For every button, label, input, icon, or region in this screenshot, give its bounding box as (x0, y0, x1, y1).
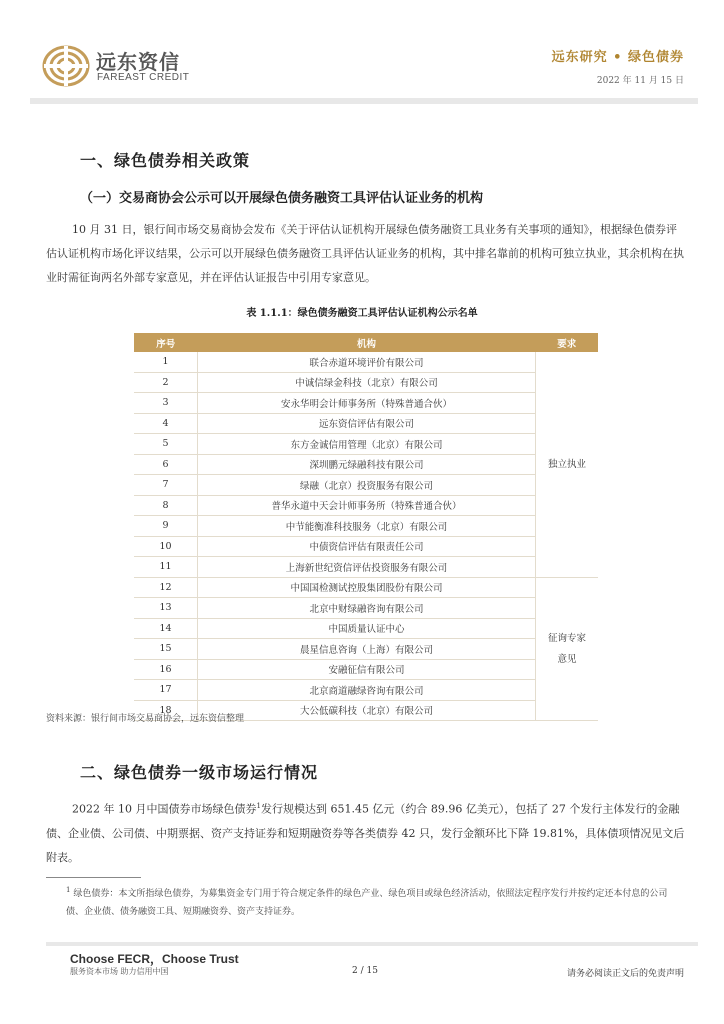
table-row (134, 434, 598, 455)
section2-text-part1: 2022 年 10 月中国债券市场绿色债券 (72, 802, 257, 816)
footnote (66, 881, 684, 921)
table-row (134, 618, 598, 639)
table-row (134, 413, 598, 434)
section2-title: 二、绿色债券一级市场运行情况 (80, 763, 319, 782)
row-org: 上海新世纪资信评估投资服务有限公司 (198, 557, 536, 578)
row-org: 中国质量认证中心 (198, 618, 536, 639)
row-no: 10 (134, 536, 198, 557)
section2-text-part2: 发行规模达到 651.45 亿元（约合 89.96 亿美元），包括了 27 个发行主体发行的金融债、企业债、公司债、中期票据、资产支持证券和短期融资券等各类债券 42 只，发行金额环比下降 19.81%，具体债项情况见文后附表。 (46, 802, 685, 864)
row-no: 1 (134, 352, 198, 372)
header-org: 机构 (198, 333, 536, 352)
table-header-row (134, 333, 598, 352)
header-divider (30, 98, 698, 104)
row-org: 深圳鹏元绿融科技有限公司 (198, 454, 536, 475)
institution-table (134, 333, 598, 721)
footnote-reference[interactable]: 1 (256, 802, 261, 810)
brand-name-cn: 远东资信 (96, 50, 180, 74)
requirement-independent: 独立执业 (536, 352, 599, 577)
table-row (134, 393, 598, 414)
section1-paragraph (46, 218, 686, 290)
row-no: 2 (134, 372, 198, 393)
requirement-expert-opinion (536, 577, 599, 721)
row-no: 12 (134, 577, 198, 598)
table-row (134, 475, 598, 496)
table-row (134, 495, 598, 516)
table-row (134, 372, 598, 393)
row-org: 普华永道中天会计师事务所（特殊普通合伙） (198, 495, 536, 516)
footer-divider (46, 942, 698, 946)
section1-paragraph-text: 10 月 31 日，银行间市场交易商协会发布《关于评估认证机构开展绿色债务融资工具业务有关事项的通知》，根据绿色债券评估认证机构市场化评议结果，公示可以开展绿色债务融资工具评估认证业务的机构，其中排名靠前的机构可独立执业，其余机构在执业时需征询两名外部专家意见，并在评估认证报告中引用专家意见。 (46, 223, 684, 284)
report-series: 远东研究 • 绿色债券 (551, 50, 684, 65)
row-org: 大公低碳科技（北京）有限公司 (198, 700, 536, 721)
footer-disclaimer: 请务必阅读正文后的免责声明 (566, 969, 684, 979)
requirement-expert-line1: 征询专家 (547, 632, 586, 644)
section1-title: 一、绿色债券相关政策 (80, 151, 251, 170)
fareast-credit-logo-icon (42, 44, 90, 88)
section2-paragraph (46, 794, 686, 870)
row-no: 5 (134, 434, 198, 455)
row-org: 中节能衡准科技服务（北京）有限公司 (198, 516, 536, 537)
row-org: 安永华明会计师事务所（特殊普通合伙） (198, 393, 536, 414)
brand-name-en: FAREAST CREDIT (97, 72, 190, 83)
footer-subslogan: 服务资本市场 助力信用中国 (70, 967, 169, 976)
row-no: 15 (134, 639, 198, 660)
row-no: 3 (134, 393, 198, 414)
row-no: 8 (134, 495, 198, 516)
row-no: 16 (134, 659, 198, 680)
row-no: 17 (134, 680, 198, 701)
row-org: 绿融（北京）投资服务有限公司 (198, 475, 536, 496)
table-row (134, 680, 598, 701)
table-row (134, 352, 598, 372)
header-seq: 序号 (134, 333, 198, 352)
row-no: 14 (134, 618, 198, 639)
row-org: 远东资信评估有限公司 (198, 413, 536, 434)
row-org: 安融征信有限公司 (198, 659, 536, 680)
row-org: 中诚信绿金科技（北京）有限公司 (198, 372, 536, 393)
row-no: 4 (134, 413, 198, 434)
row-org: 中国国检测试控股集团股份有限公司 (198, 577, 536, 598)
table-row (134, 516, 598, 537)
table-row (134, 598, 598, 619)
row-no: 13 (134, 598, 198, 619)
row-org: 北京中财绿融咨询有限公司 (198, 598, 536, 619)
page-number: 2 / 15 (352, 966, 378, 976)
footnote-text: 绿色债券：本文所指绿色债券，为募集资金专门用于符合规定条件的绿色产业、绿色项目或绿色经济活动，依照法定程序发行并按约定还本付息的公司债、企业债、债务融资工具、短期融资券、资产支持证券。 (66, 889, 668, 917)
table-title: 表 1.1.1：绿色债务融资工具评估认证机构公示名单 (246, 308, 478, 319)
report-date: 2022 年 11 月 15 日 (596, 76, 684, 86)
row-org: 北京商道融绿咨询有限公司 (198, 680, 536, 701)
row-org: 中债资信评估有限责任公司 (198, 536, 536, 557)
table-row (134, 557, 598, 578)
footnote-divider (46, 877, 141, 878)
row-no: 9 (134, 516, 198, 537)
row-no: 18 (134, 700, 198, 721)
header-req: 要求 (536, 333, 599, 352)
table-row (134, 659, 598, 680)
row-no: 7 (134, 475, 198, 496)
section1-subtitle: （一）交易商协会公示可以开展绿色债务融资工具评估认证业务的机构 (80, 191, 484, 206)
row-no: 6 (134, 454, 198, 475)
row-org: 晨星信息咨询（上海）有限公司 (198, 639, 536, 660)
section2-paragraph-text (46, 794, 686, 870)
footer-slogan: Choose FECR，Choose Trust (70, 952, 239, 966)
requirement-expert-line2: 意见 (557, 653, 577, 665)
table-row (134, 536, 598, 557)
table-row (134, 454, 598, 475)
table-row (134, 577, 598, 598)
footnote-mark: 1 (66, 886, 71, 894)
page-header (0, 0, 724, 110)
row-no: 11 (134, 557, 198, 578)
row-org: 联合赤道环境评价有限公司 (198, 352, 536, 372)
table-row (134, 639, 598, 660)
table-source-note: 资料来源：银行间市场交易商协会，远东资信整理 (46, 714, 245, 724)
row-org: 东方金诚信用管理（北京）有限公司 (198, 434, 536, 455)
